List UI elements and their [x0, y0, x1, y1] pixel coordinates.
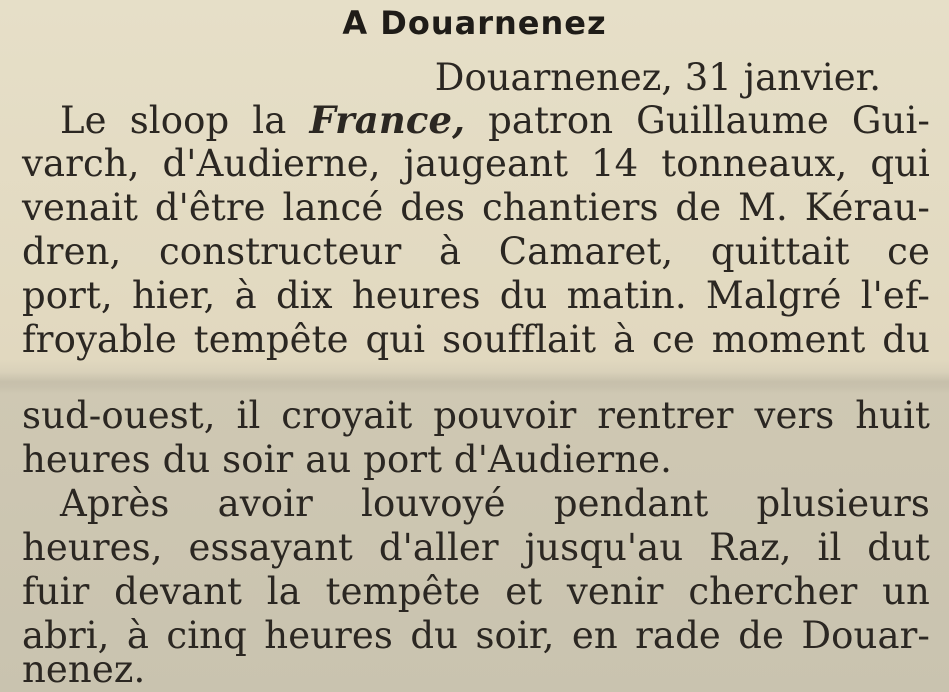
para2-line3: fuir devant la tempête et venir chercher un — [22, 570, 930, 613]
para2-line4: abri, à cinq heures du soir, en rade de Douar- — [22, 614, 930, 657]
para1-line4: dren, constructeur à Camaret, quittait ce — [22, 230, 930, 273]
para2-line2: heures, essayant d'aller jusqu'au Raz, il dut — [22, 526, 930, 569]
ship-name: France, — [309, 98, 466, 142]
para1-line2: varch, d'Audierne, jaugeant 14 tonneaux, qui — [22, 142, 930, 185]
para1-line6: froyable tempête qui soufflait à ce moment du — [22, 318, 930, 361]
para2-line1: Après avoir louvoyé pendant plusieurs — [60, 482, 930, 525]
para1-line1 — [60, 98, 930, 143]
para1-line8: heures du soir au port d'Audierne. — [22, 438, 673, 481]
para1-line3: venait d'être lancé des chantiers de M. Kérau- — [22, 186, 930, 229]
para1-line1-b: patron Guillaume Gui- — [465, 99, 931, 142]
dateline: Douarnenez, 31 janvier. — [434, 56, 881, 99]
paper-fold — [0, 372, 949, 394]
para1-line5: port, hier, à dix heures du matin. Malgré l'ef- — [22, 274, 930, 317]
para2-line5: nenez. — [22, 648, 146, 691]
para1-line7: sud-ouest, il croyait pouvoir rentrer vers huit — [22, 394, 930, 437]
para1-line1-a: Le sloop la — [60, 99, 310, 142]
headline: A Douarnenez — [342, 4, 607, 42]
